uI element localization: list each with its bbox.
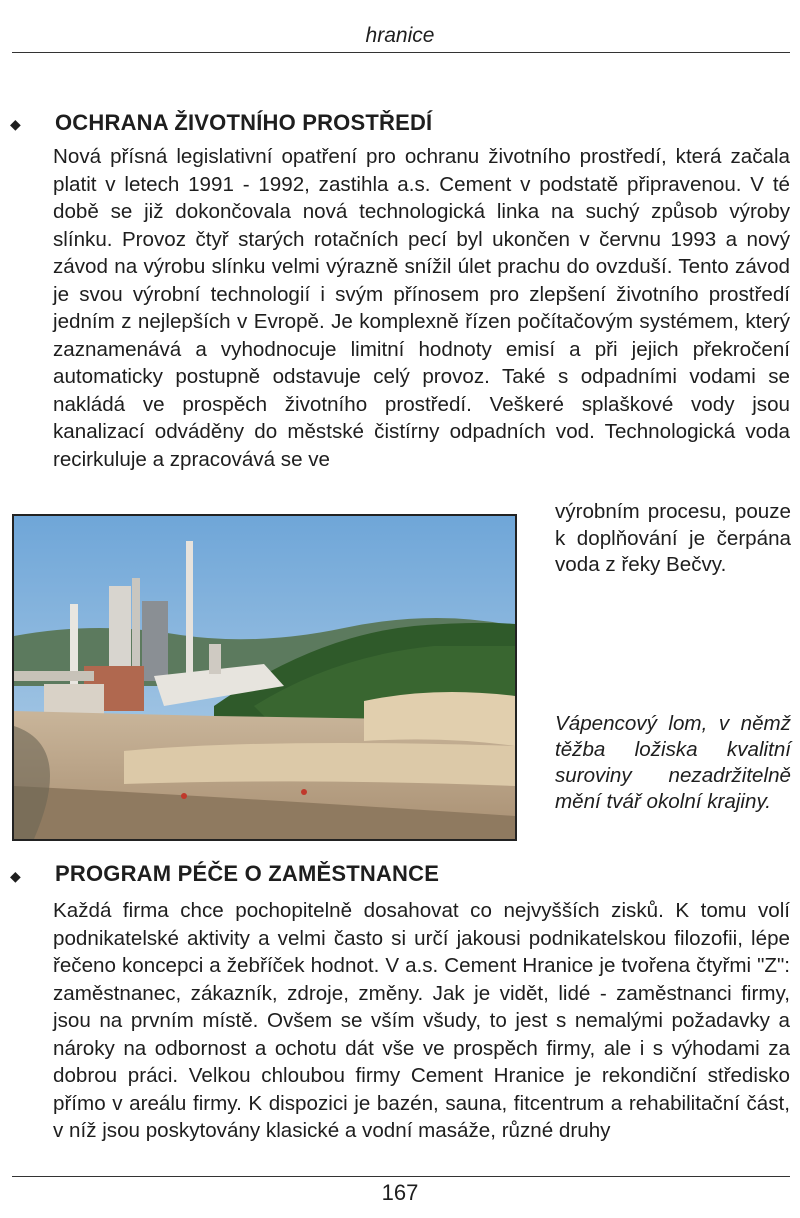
page-number: 167	[381, 1180, 419, 1205]
quarry-photo	[12, 514, 517, 841]
section-paragraph-employees: Každá firma chce pochopitelně dosahovat co nejvyšších zisků. K tomu volí podnikatelské aktivity a velmi často si určí jakousi podnikatelskou filozofii, lépe řečeno koncepci a žebříček hodnot. V a.s. Cement Hranice je tvořena čtyřmi "Z": zaměstnanec, zákazník, zdroje, změny. Jak je vidět, lidé - zaměstnanci firmy, jsou na prvním místě. Ovšem se vším všudy, to jest s nemalými požadavky a nároky na odbornost a ochotu dát vše ve prospěch firmy, ale i s výhodami za dobrou práci. Velkou chloubou firmy Cement Hranice je rekondiční středisko přímo v areálu firmy. K dispozici je bazén, sauna, fitcentrum a rehabilitační část, v níž jsou poskytovány klasické a vodní masáže, různé druhy	[53, 899, 790, 1142]
section-paragraph-environment: Nová přísná legislativní opatření pro ochranu životního prostředí, která začala platit v letech 1991 - 1992, zastihla a.s. Cement v podstatě připravenou. V té době se již dokončovala nová technologická linka na suchý způsob výroby slínku. Provoz čtyř starých rotačních pecí byl ukončen v červnu 1993 a nový závod na výrobu slínku velmi výrazně snížil úlet prachu do ovzduší. Tento závod je svou výrobní technologií i svým přínosem pro zlepšení životního prostředí jedním z nejlepších v Evropě. Je komplexně řízen počítačovým systémem, který zaznamenává a vyhodnocuje limitní hodnoty emisí a při jejich překročení automaticky postupně odstavuje celý provoz. Také s odpadními vodami se nakládá ve prospěch životního prostředí. Veškeré splaškové vody jsou kanalizací odváděny do městské čistírny odpadních vod. Technologická voda recirkuluje a zpracovává se ve	[53, 145, 790, 471]
photo-caption: Vápencový lom, v němž těžba ložiska kvalitní suroviny nezadržitelně mění tvář okolní krajiny.	[555, 712, 791, 813]
header-rule	[12, 52, 790, 53]
footer-rule	[12, 1176, 790, 1177]
photo-wrap-text: výrobním procesu, pouze k doplňování je čerpána voda z řeky Bečvy.	[555, 500, 791, 576]
bullet-icon: ◆	[10, 116, 21, 132]
running-header: hranice	[365, 24, 435, 47]
bullet-icon: ◆	[10, 868, 21, 884]
section-heading-employees: PROGRAM PÉČE O ZAMĚSTNANCE	[55, 861, 440, 886]
section-heading-environment: OCHRANA ŽIVOTNÍHO PROSTŘEDÍ	[55, 110, 433, 135]
quarry-photo-image	[14, 516, 515, 839]
